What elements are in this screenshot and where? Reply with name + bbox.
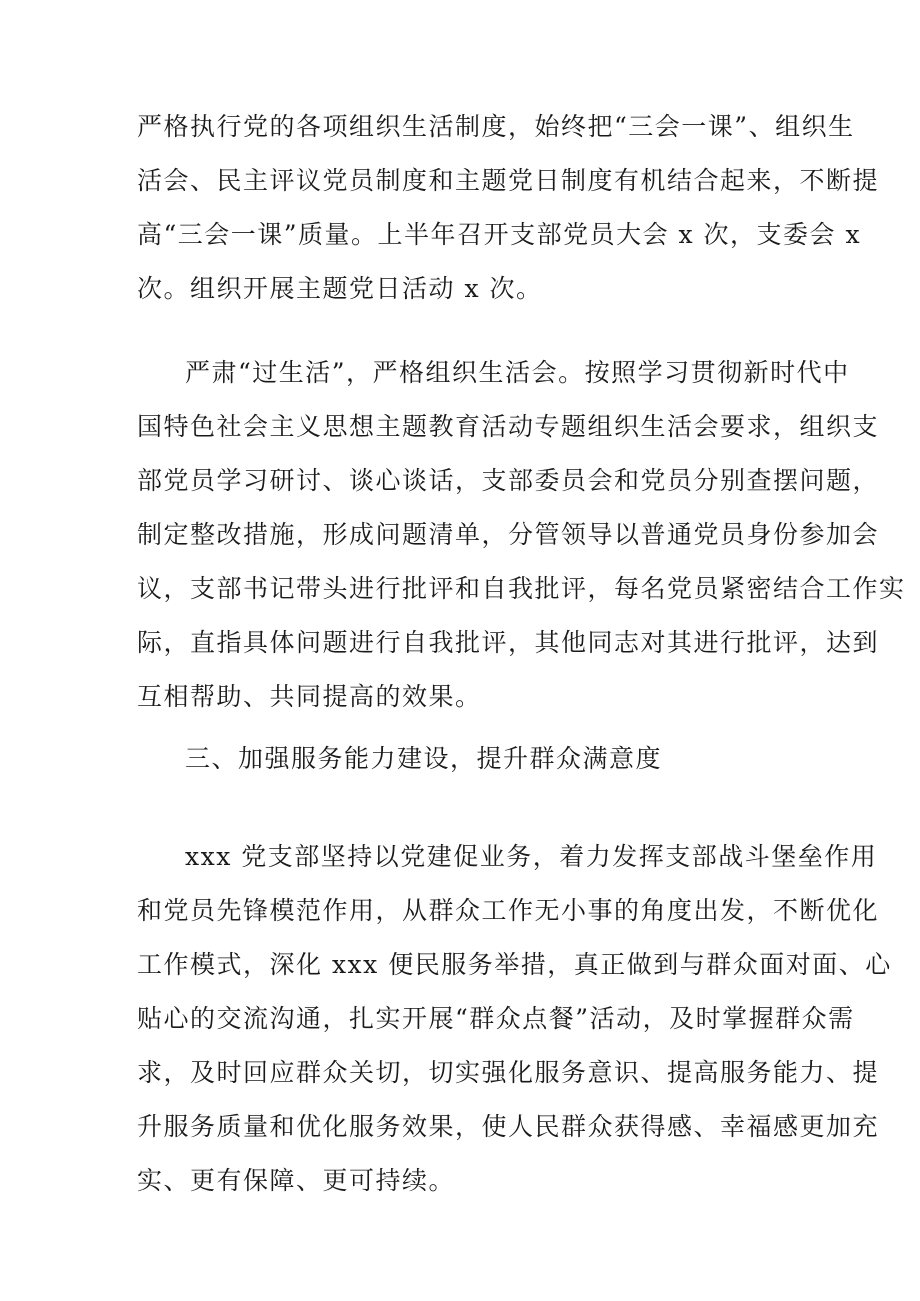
paragraph-line: 国特色社会主义思想主题教育活动专题组织生活会要求，组织支 [137, 412, 880, 441]
paragraph-line: xxx 党支部坚持以党建促业务，着力发挥支部战斗堡垒作用 [185, 842, 878, 871]
paragraph-line: 升服务质量和优化服务效果，使人民群众获得感、幸福感更加充 [137, 1112, 880, 1141]
paragraph-organization-life [137, 100, 880, 316]
paragraph-line: 次。组织开展主题党日活动 x 次。 [137, 274, 543, 303]
paragraph-line: 议，支部书记带头进行批评和自我批评，每名党员紧密结合工作实 [137, 574, 906, 603]
paragraph-line: 求，及时回应群众关切，切实强化服务意识、提高服务能力、提 [137, 1058, 880, 1087]
paragraph-line: 和党员先锋模范作用，从群众工作无小事的角度出发，不断优化 [137, 896, 880, 925]
paragraph-line: 工作模式，深化 xxx 便民服务举措，真正做到与群众面对面、心 [137, 950, 892, 979]
section-heading-text: 三、加强服务能力建设，提升群众满意度 [185, 744, 663, 773]
paragraph-line: 实、更有保障、更可持续。 [137, 1166, 456, 1195]
paragraph-line: 部党员学习研讨、谈心谈话，支部委员会和党员分别查摆问题， [137, 466, 880, 495]
paragraph-service-capacity [137, 830, 892, 1208]
paragraph-line: 际，直指具体问题进行自我批评，其他同志对其进行批评，达到 [137, 628, 880, 657]
paragraph-line: 严肃“过生活”，严格组织生活会。按照学习贯彻新时代中 [185, 358, 850, 387]
paragraph-line: 制定整改措施，形成问题清单，分管领导以普通党员身份参加会 [137, 520, 880, 549]
paragraph-line: 严格执行党的各项组织生活制度，始终把“三会一课”、组织生 [137, 112, 855, 141]
paragraph-life-meeting [137, 346, 906, 724]
paragraph-line: 高“三会一课”质量。上半年召开支部党员大会 x 次，支委会 x [137, 220, 862, 249]
section-heading [137, 732, 797, 786]
paragraph-line: 互相帮助、共同提高的效果。 [137, 682, 482, 711]
paragraph-line: 贴心的交流沟通，扎实开展“群众点餐”活动，及时掌握群众需 [137, 1004, 855, 1033]
paragraph-line: 活会、民主评议党员制度和主题党日制度有机结合起来，不断提 [137, 166, 880, 195]
